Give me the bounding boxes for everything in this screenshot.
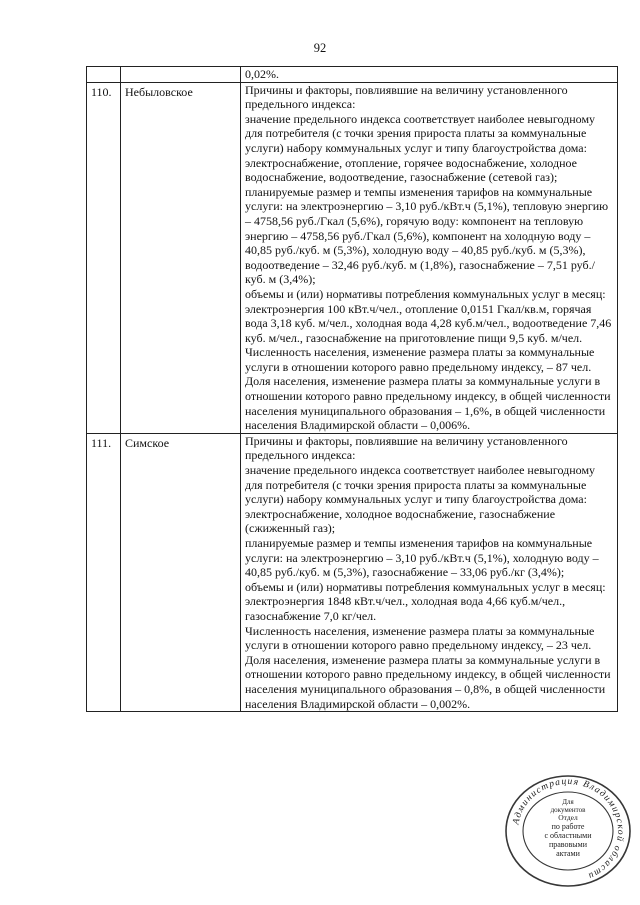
page-number: 92 bbox=[313, 41, 327, 55]
settlement-name: Симское bbox=[121, 433, 241, 711]
continuation-text: 0,02%. bbox=[241, 67, 618, 83]
row-content bbox=[241, 433, 618, 711]
table-row bbox=[87, 433, 618, 711]
paragraph: объемы и (или) нормативы потребления коммунальных услуг в месяц: электроэнергия 100 кВт.ч/чел., отопление 0,0151 Гкал/кв.м, горячая вода 3,18 куб. м/чел., холодная вода 4,28 куб.м/чел., водоотведение 7,46 куб. м/чел., газоснабжение на приготовление пищи 9,5 куб. м/чел. bbox=[245, 286, 612, 345]
paragraph: Доля населения, изменение размера платы за коммунальные услуги в отношении которого равно предельному индексу, в общей численности населения муниципального образования – 0,8%, в общей численности населения Владимирской области – 0,002%. bbox=[245, 652, 611, 711]
table-row-continuation bbox=[87, 67, 618, 83]
paragraph: Доля населения, изменение размера платы за коммунальные услуги в отношении которого равно предельному индексу, в общей численности населения муниципального образования – 1,6%, в общей численности населения Владимирской области – 0,006%. bbox=[245, 374, 611, 433]
stamp-ring-text: Администрация Владимирской области bbox=[511, 776, 626, 881]
paragraph: Причины и факторы, повлиявшие на величину установленного предельного индекса: bbox=[245, 433, 568, 463]
stamp-line: по работе bbox=[551, 822, 585, 831]
stamp-line: с областными bbox=[544, 831, 592, 840]
paragraph: планируемые размер и темпы изменения тарифов на коммунальные услуги: на электроэнергию – 3,10 руб./кВт.ч (5,1%), тепловую энергию – 4758,56 руб./Гкал (5,6%), горячую воду: компонент на тепловую энергию – 4758,56 руб./Гкал (5,6%), компонент на холодную воду – 40,85 руб./куб. м (5,3%), холодную воду – 40,85 руб./куб. м (5,3%), водоотведение – 32,46 руб./куб. м (1,8%), газоснабжение – 7,51 руб./куб. м (3,4%); bbox=[245, 184, 609, 287]
stamp-line: правовыми bbox=[548, 840, 588, 849]
table-row bbox=[87, 82, 618, 433]
document-table bbox=[86, 66, 618, 712]
paragraph: объемы и (или) нормативы потребления коммунальных услуг в месяц: электроэнергия 1848 кВт.ч/чел., холодная вода 4,66 куб.м/чел., газоснабжение 7,0 кг/чел. bbox=[245, 579, 606, 623]
paragraph: Численность населения, изменение размера платы за коммунальные услуги в отношении которого равно предельному индексу, – 23 чел. bbox=[245, 623, 595, 653]
stamp-line: документов bbox=[550, 806, 586, 814]
paragraph: значение предельного индекса соответствует наиболее невыгодному для потребителя (с точки зрения прироста платы за коммунальные услуги) набору коммунальных услуг и типу благоустройства дома: электроснабжение, холодное водоснабжение, газоснабжение (сжиженный газ); bbox=[245, 463, 596, 536]
row-number: 111. bbox=[87, 433, 121, 711]
stamp-line: актами bbox=[556, 849, 580, 858]
stamp-line: Отдел bbox=[558, 813, 578, 822]
stamp-line: Для bbox=[562, 798, 574, 806]
paragraph: значение предельного индекса соответствует наиболее невыгодному для потребителя (с точки зрения прироста платы за коммунальные услуги) набору коммунальных услуг и типу благоустройства дома: электроснабжение, отопление, горячее водоснабжение, холодное водоснабжение, водоотведение, газоснабжение (сетевой газ); bbox=[245, 111, 596, 185]
official-stamp bbox=[503, 772, 633, 890]
settlement-name: Небыловское bbox=[121, 82, 241, 433]
continuation-num-cell bbox=[87, 67, 121, 83]
paragraph: Численность населения, изменение размера платы за коммунальные услуги в отношении которого равно предельному индексу, – 87 чел. bbox=[245, 345, 595, 374]
row-number: 110. bbox=[87, 82, 121, 433]
continuation-name-cell bbox=[121, 67, 241, 83]
row-content bbox=[241, 82, 618, 433]
paragraph: планируемые размер и темпы изменения тарифов на коммунальные услуги: на электроэнергию – 3,10 руб./кВт.ч (5,1%), холодную воду – 40,85 руб./куб. м (5,3%), газоснабжение – 33,06 руб./кг (3,4%); bbox=[245, 536, 599, 580]
paragraph: Причины и факторы, повлиявшие на величину установленного предельного индекса: bbox=[245, 82, 568, 112]
